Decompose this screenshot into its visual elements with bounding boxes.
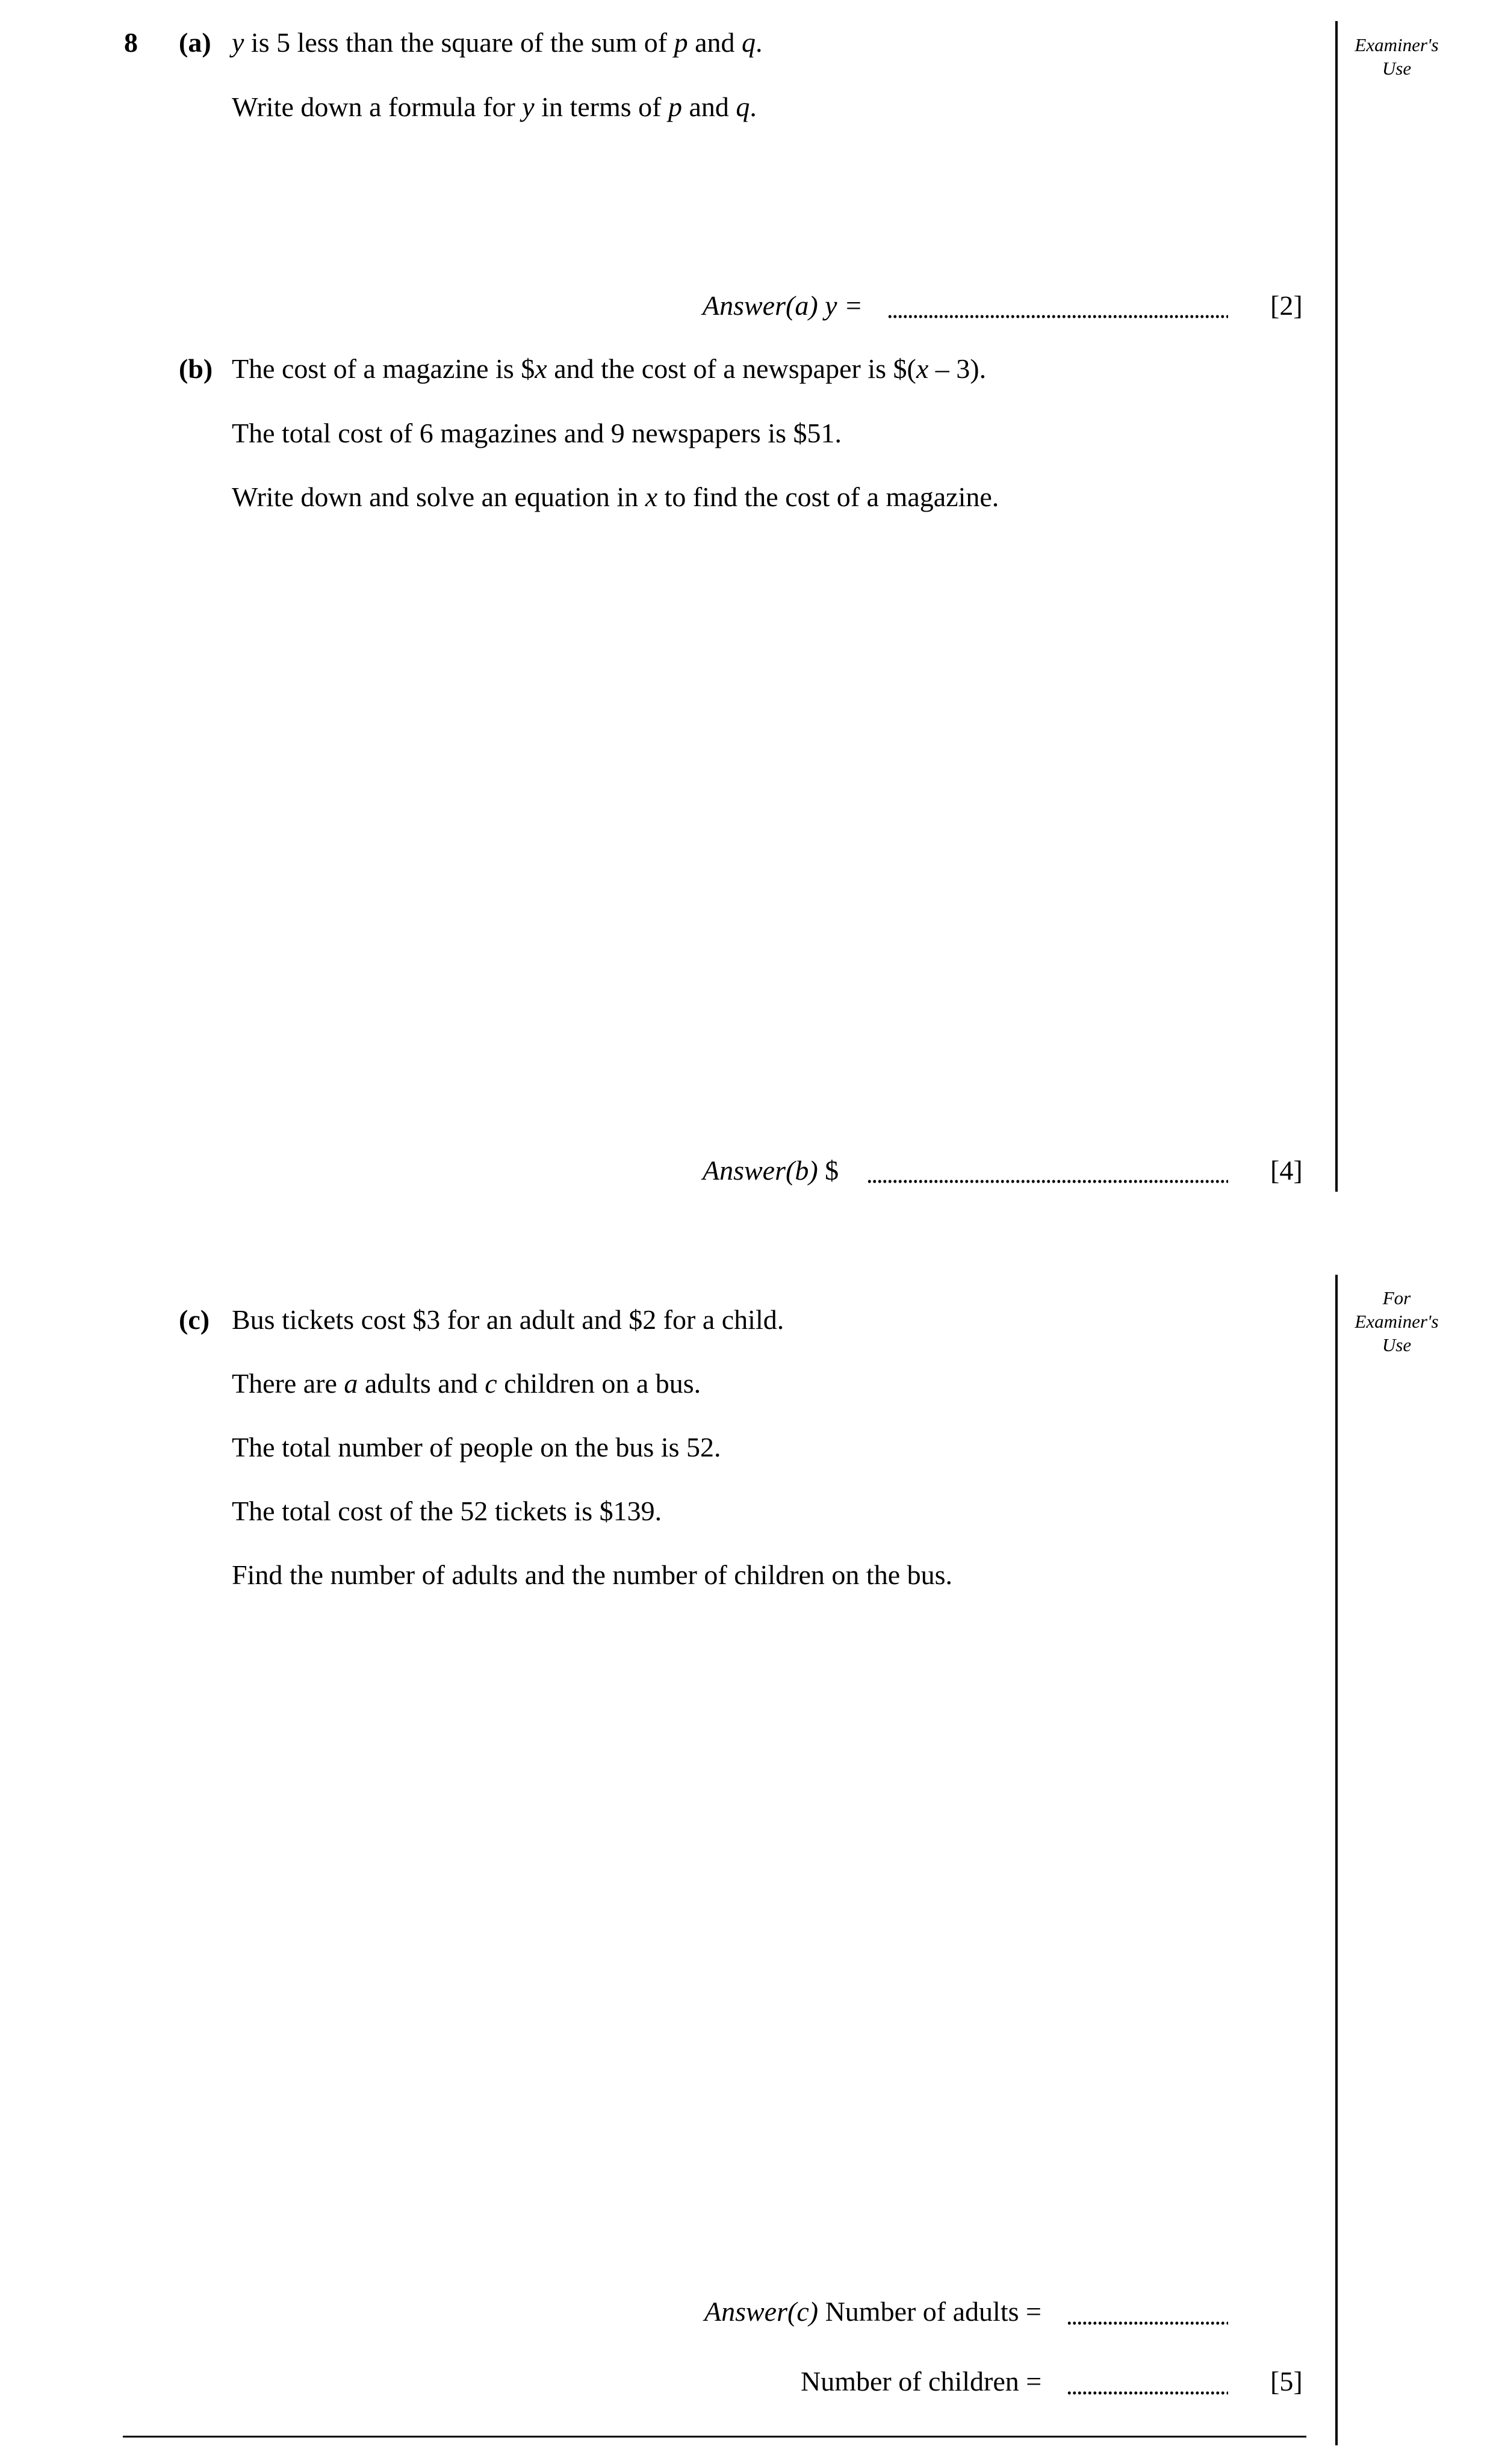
answer-c-children-label: Number of children =: [801, 2366, 1042, 2397]
part-c-label: (c): [179, 1304, 210, 1335]
page-bottom-rule: [123, 2436, 1306, 2438]
part-c-statement-4: The total cost of the 52 tickets is $139.: [232, 1496, 662, 1526]
part-b-statement-1: The cost of a magazine is $x and the cost of a newspaper is $(x – 3).: [232, 353, 987, 384]
part-b-marks: [4]: [1270, 1155, 1303, 1186]
answer-c-adults-field[interactable]: [1067, 2321, 1228, 2326]
answer-c-adults-label: Answer(c) Number of adults =: [704, 2296, 1041, 2327]
part-b-instruction: Write down and solve an equation in x to find the cost of a magazine.: [232, 481, 999, 512]
answer-a-field[interactable]: [887, 314, 1228, 319]
examiner-margin-divider-top: [1335, 21, 1338, 1192]
for-examiner-use-label: For Examiner's Use: [1355, 1287, 1439, 1355]
part-b-label: (b): [179, 353, 213, 384]
part-c-instruction: Find the number of adults and the number of children on the bus.: [232, 1559, 953, 1590]
part-b-statement-2: The total cost of 6 magazines and 9 newspapers is $51.: [232, 418, 842, 448]
part-a-marks: [2]: [1270, 290, 1303, 321]
part-c-marks: [5]: [1270, 2366, 1303, 2397]
examiner-margin-divider-bottom: [1335, 1275, 1338, 2445]
examiner-use-label-top: Examiner's Use: [1355, 34, 1439, 79]
part-c-statement-1: Bus tickets cost $3 for an adult and $2 for a child.: [232, 1304, 784, 1335]
part-a-label: (a): [179, 27, 211, 58]
part-c-statement-2: There are a adults and c children on a bus.: [232, 1368, 701, 1399]
part-a-statement: y is 5 less than the square of the sum of p and q.: [232, 27, 763, 58]
part-c-statement-3: The total number of people on the bus is 52.: [232, 1432, 721, 1463]
answer-b-field[interactable]: [867, 1179, 1228, 1184]
answer-a-label: Answer(a) y =: [703, 290, 863, 321]
question-number: 8: [124, 27, 138, 58]
answer-b-label: Answer(b) $: [703, 1155, 839, 1186]
answer-c-children-field[interactable]: [1067, 2391, 1228, 2395]
part-a-instruction: Write down a formula for y in terms of p and q.: [232, 91, 757, 122]
